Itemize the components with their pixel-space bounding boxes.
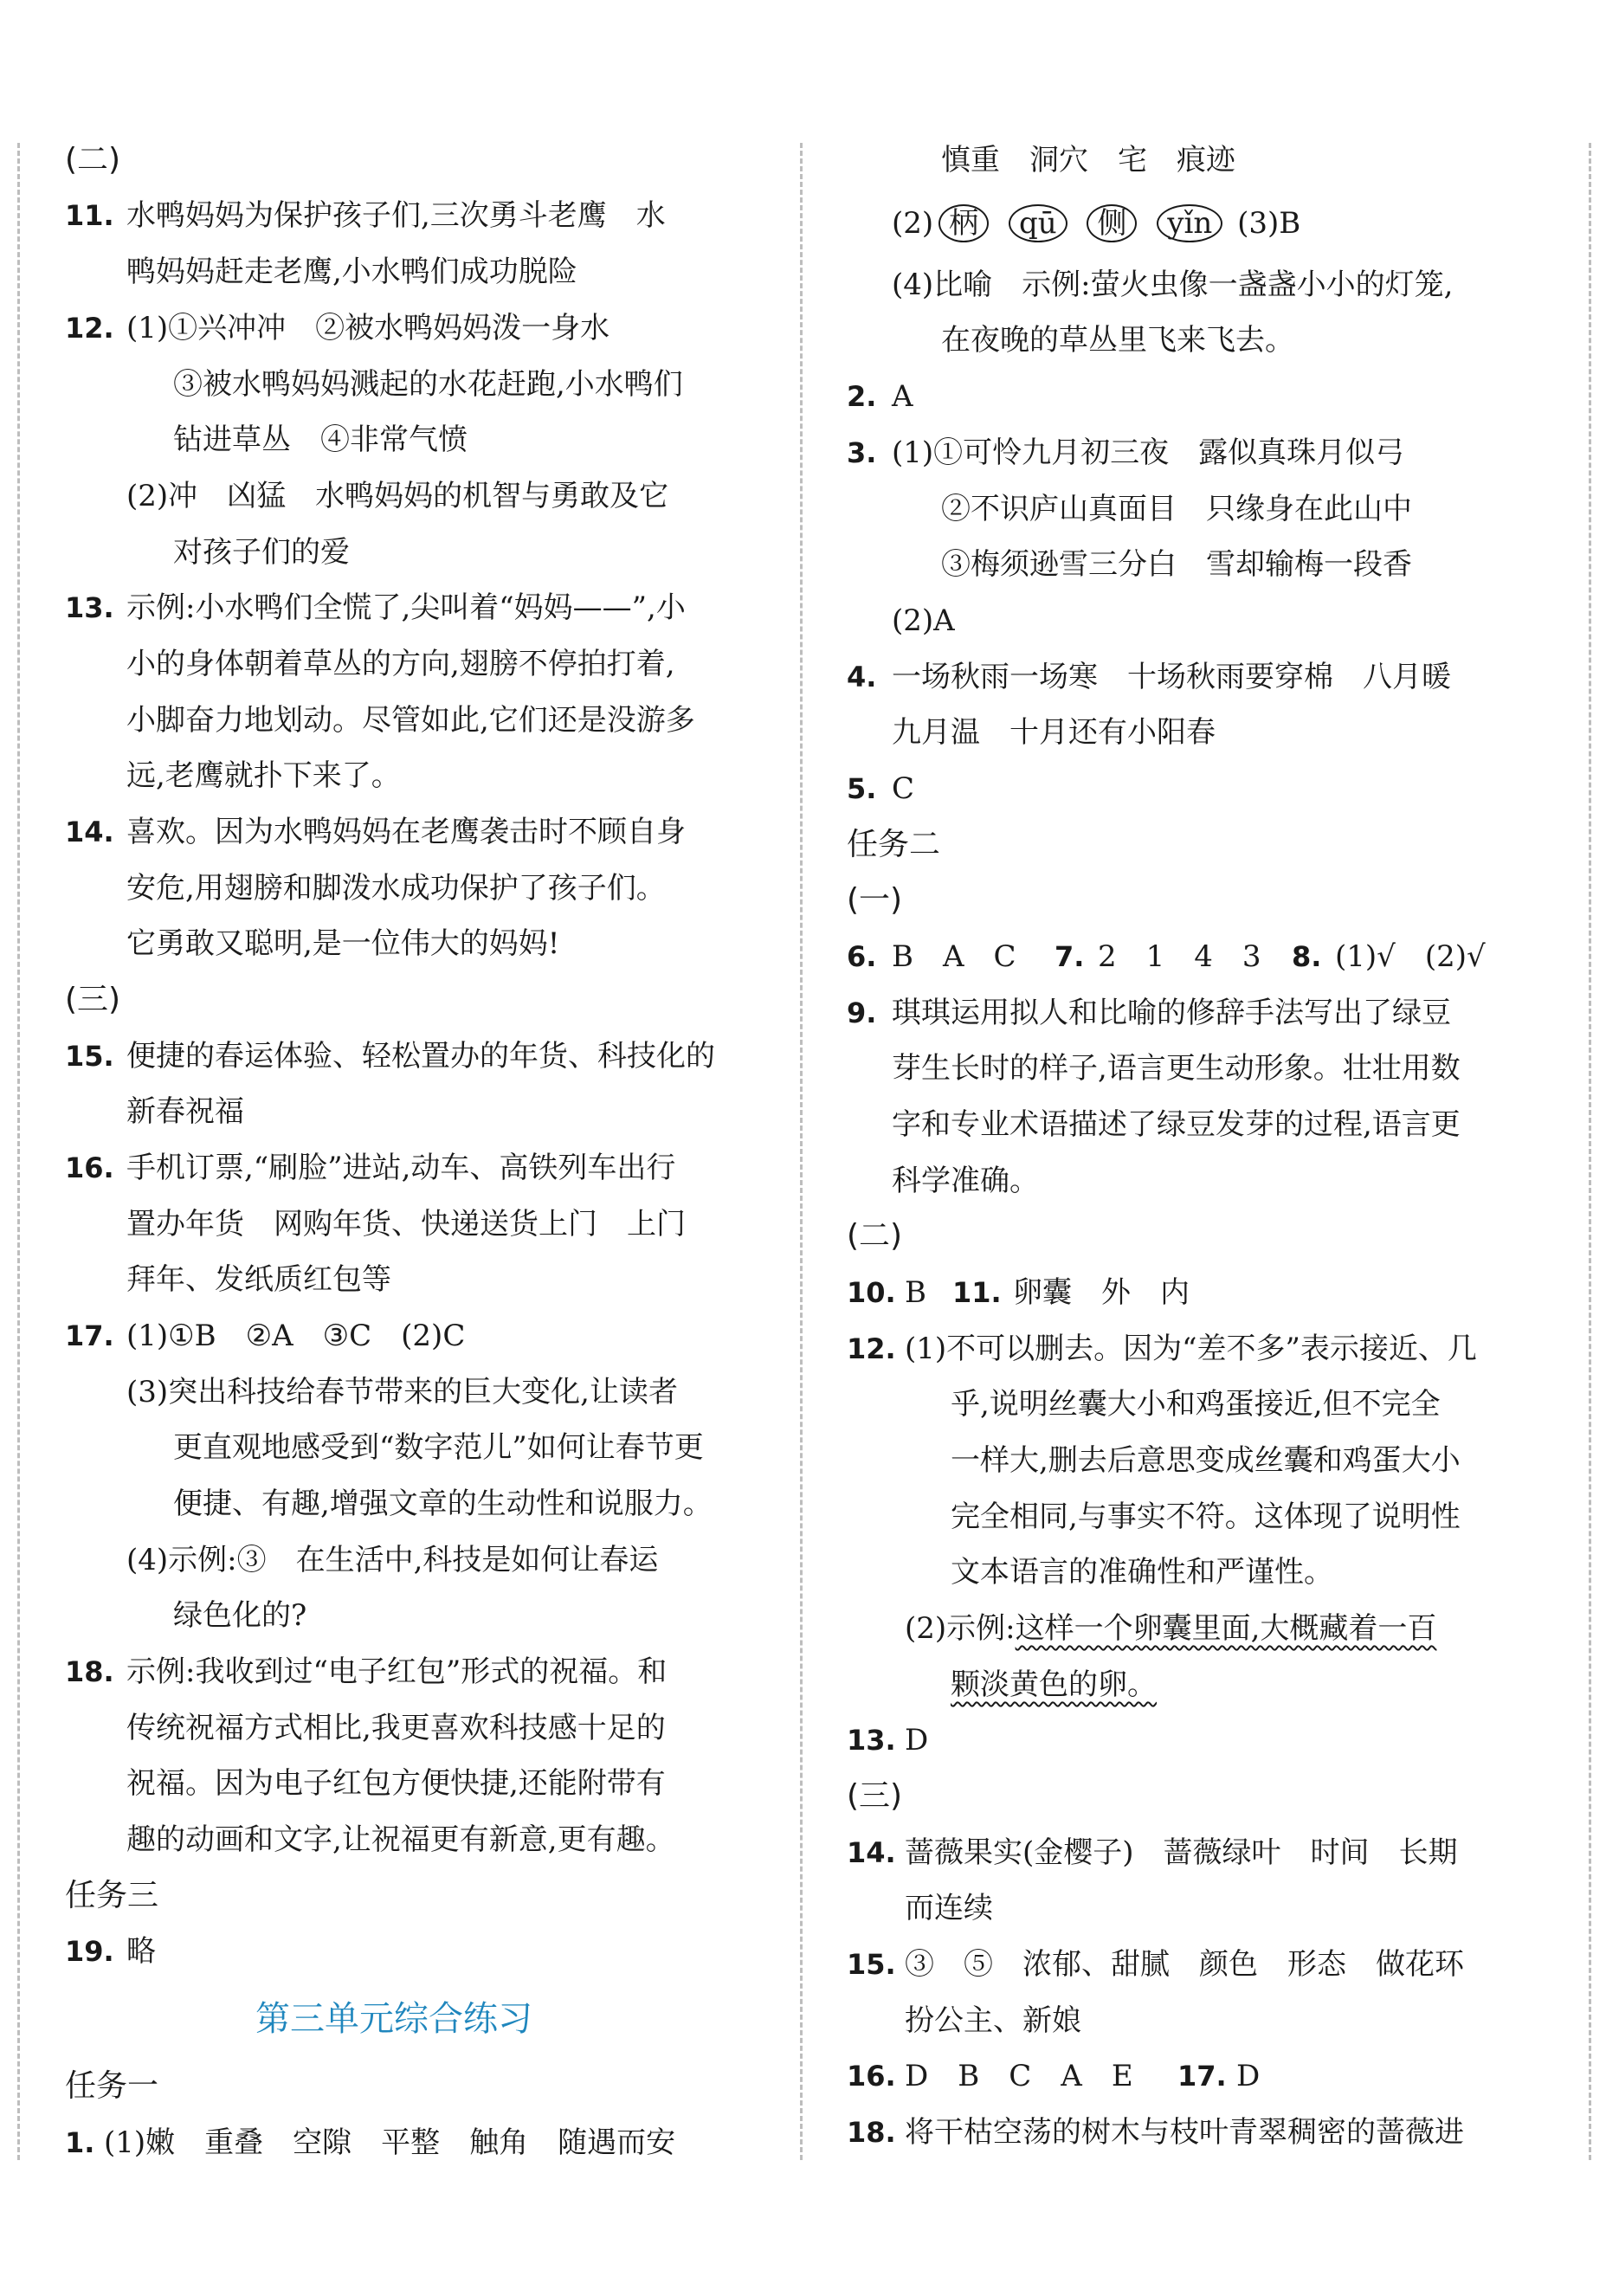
answer-line: (2)A bbox=[892, 603, 955, 638]
answer-line: 置办年货 网购年货、快递送货上门 上门 bbox=[126, 1207, 686, 1242]
answer-line: 传统祝福方式相比,我更喜欢科技感十足的 bbox=[126, 1711, 666, 1745]
question-number: 16. bbox=[65, 1151, 114, 1184]
unit-title: 第三单元综合练习 bbox=[255, 1999, 532, 2039]
item-suffix: (3)B bbox=[1237, 206, 1301, 241]
question-number: 1. bbox=[65, 2126, 95, 2159]
answer-line: 趣的动画和文字,让祝福更有新意,更有趣。 bbox=[126, 1822, 675, 1857]
answer-line: 完全相同,与事实不符。这体现了说明性 bbox=[951, 1499, 1461, 1534]
answer-line: (1)嫩 重叠 空隙 平整 触角 随遇而安 bbox=[104, 2125, 676, 2160]
answer-line: 手机订票,“刷脸”进站,动车、高铁列车出行 bbox=[126, 1151, 676, 1185]
wavy-underlined-text: 这样一个卵囊里面,大概藏着一百 bbox=[1015, 1611, 1437, 1646]
answer-line: B bbox=[905, 1275, 926, 1310]
answer-line: 便捷的春运体验、轻松置办的年货、科技化的 bbox=[126, 1039, 715, 1074]
answer-line: 它勇敢又聪明,是一位伟大的妈妈! bbox=[126, 926, 560, 961]
wavy-underlined-text: 颗淡黄色的卵。 bbox=[951, 1667, 1157, 1702]
answer-line: 而连续 bbox=[905, 1891, 993, 1925]
question-number: 4. bbox=[847, 661, 877, 693]
answer-line: 远,老鹰就扑下来了。 bbox=[126, 758, 401, 793]
task-heading: 任务三 bbox=[65, 1878, 159, 1913]
answer-line: 鸭妈妈赶走老鹰,小水鸭们成功脱险 bbox=[126, 255, 577, 289]
question-number: 13. bbox=[65, 591, 114, 624]
question-number: 8. bbox=[1292, 940, 1322, 973]
answer-line: 2 1 4 3 bbox=[1098, 939, 1261, 974]
answer-line: 安危,用翅膀和脚泼水成功保护了孩子们。 bbox=[126, 871, 666, 906]
task-heading: 任务一 bbox=[65, 2068, 159, 2104]
answer-line: (1)不可以删去。因为“差不多”表示接近、几 bbox=[905, 1332, 1477, 1366]
question-number: 9. bbox=[847, 996, 877, 1029]
answer-line: 一样大,删去后意思变成丝囊和鸡蛋大小 bbox=[951, 1443, 1461, 1478]
answer-line: 乎,说明丝囊大小和鸡蛋接近,但不完全 bbox=[951, 1387, 1441, 1422]
answer-line: 字和专业术语描述了绿豆发芽的过程,语言更 bbox=[892, 1107, 1461, 1142]
answer-line: 科学准确。 bbox=[892, 1164, 1039, 1198]
circled-answer: 侧 bbox=[1087, 204, 1137, 242]
circled-answer: yǐn bbox=[1157, 204, 1222, 242]
answer-line: 小脚奋力地划动。尽管如此,它们还是没游多 bbox=[126, 703, 695, 738]
section-heading: (三) bbox=[847, 1778, 903, 1814]
section-heading: (三) bbox=[65, 982, 121, 1017]
left-column bbox=[0, 0, 779, 2296]
answer-line: 文本语言的准确性和严谨性。 bbox=[951, 1555, 1333, 1590]
answer-line: 喜欢。因为水鸭妈妈在老鹰袭击时不顾自身 bbox=[126, 815, 686, 849]
question-number: 10. bbox=[847, 1276, 896, 1309]
answer-line: ③ ⑤ 浓郁、甜腻 颜色 形态 做花环 bbox=[905, 1947, 1464, 1982]
question-number: 14. bbox=[65, 816, 114, 848]
question-number: 14. bbox=[847, 1836, 896, 1869]
answer-line: (1)①可怜九月初三夜 露似真珠月似弓 bbox=[892, 435, 1405, 470]
answer-line bbox=[951, 1666, 1157, 1704]
answer-line: 祝福。因为电子红包方便快捷,还能附带有 bbox=[126, 1766, 666, 1801]
answer-line: (2)冲 凶猛 水鸭妈妈的机智与勇敢及它 bbox=[126, 479, 669, 513]
answer-line: 在夜晚的草丛里飞来飞去。 bbox=[941, 323, 1294, 358]
answer-line: 便捷、有趣,增强文章的生动性和说服力。 bbox=[173, 1487, 713, 1521]
answer-line: ②不识庐山真面目 只缘身在此山中 bbox=[941, 492, 1412, 526]
question-number: 17. bbox=[65, 1319, 114, 1352]
task-heading: 任务二 bbox=[847, 827, 941, 862]
question-number: 18. bbox=[65, 1655, 114, 1688]
answer-line: ③被水鸭妈妈溅起的水花赶跑,小水鸭们 bbox=[173, 367, 683, 402]
answer-line: (1)①兴冲冲 ②被水鸭妈妈泼一身水 bbox=[126, 311, 610, 345]
question-number: 18. bbox=[847, 2116, 896, 2149]
answer-line: 绿色化的? bbox=[173, 1598, 307, 1633]
answer-line: 略 bbox=[126, 1934, 156, 1969]
question-number: 13. bbox=[847, 1724, 896, 1757]
answer-line: 示例:小水鸭们全慌了,尖叫着“妈妈——”,小 bbox=[126, 590, 686, 625]
answer-line: 芽生长时的样子,语言更生动形象。壮壮用数 bbox=[892, 1051, 1461, 1086]
answer-line: (3)突出科技给春节带来的巨大变化,让读者 bbox=[126, 1375, 678, 1409]
question-number: 5. bbox=[847, 772, 877, 805]
answer-line: ③梅须逊雪三分白 雪却输梅一段香 bbox=[941, 547, 1412, 582]
answer-line: D bbox=[1236, 2059, 1261, 2093]
circled-answer: 柄 bbox=[938, 204, 989, 242]
answer-line: D bbox=[905, 1723, 929, 1757]
question-number: 7. bbox=[1055, 940, 1085, 973]
answer-line: 示例:我收到过“电子红包”形式的祝福。和 bbox=[126, 1654, 668, 1689]
section-heading: (一) bbox=[847, 882, 903, 918]
answer-line: (1)√ (2)√ bbox=[1335, 939, 1486, 974]
answer-line: D B C A E bbox=[905, 2059, 1133, 2093]
item-prefix: (2)示例: bbox=[905, 1611, 1016, 1646]
answer-line: 九月温 十月还有小阳春 bbox=[892, 715, 1216, 750]
answer-line: 新春祝福 bbox=[126, 1094, 244, 1129]
question-number: 2. bbox=[847, 380, 877, 413]
answer-line: 对孩子们的爱 bbox=[173, 535, 350, 570]
column-rule-middle bbox=[800, 143, 803, 2160]
answer-line: (4)示例:③ 在生活中,科技是如何让春运 bbox=[126, 1543, 659, 1577]
answer-line: 慎重 洞穴 宅 痕迹 bbox=[941, 143, 1235, 177]
answer-line: 卵囊 外 内 bbox=[1013, 1275, 1190, 1310]
answer-line: C bbox=[892, 771, 915, 806]
right-column bbox=[822, 0, 1606, 2296]
question-number: 12. bbox=[65, 312, 114, 345]
section-heading: (二) bbox=[65, 142, 121, 177]
question-number: 15. bbox=[65, 1040, 114, 1073]
answer-line: 小的身体朝着草丛的方向,翅膀不停拍打着, bbox=[126, 647, 675, 681]
answer-line: 琪琪运用拟人和比喻的修辞手法写出了绿豆 bbox=[892, 996, 1451, 1030]
answer-line: 将干枯空荡的树木与枝叶青翠稠密的蔷薇进 bbox=[905, 2115, 1464, 2150]
answer-line: 更直观地感受到“数字范儿”如何让春节更 bbox=[173, 1430, 704, 1465]
answer-line: B A C bbox=[892, 939, 1016, 974]
circled-answer: qū bbox=[1009, 204, 1067, 242]
answer-line: 扮公主、新娘 bbox=[905, 2003, 1081, 2038]
answer-line: 蔷薇果实(金樱子) 蔷薇绿叶 时间 长期 bbox=[905, 1835, 1458, 1870]
answer-line: A bbox=[892, 379, 913, 414]
question-number: 3. bbox=[847, 436, 877, 469]
question-number: 6. bbox=[847, 940, 877, 973]
question-number: 12. bbox=[847, 1332, 896, 1365]
answer-line: 水鸭妈妈为保护孩子们,三次勇斗老鹰 水 bbox=[126, 198, 666, 233]
answer-line: (1)①B ②A ③C (2)C bbox=[126, 1319, 466, 1353]
question-number: 15. bbox=[847, 1948, 896, 1981]
answer-line: 拜年、发纸质红包等 bbox=[126, 1262, 391, 1297]
answer-line bbox=[905, 1609, 1436, 1648]
item-prefix: (2) bbox=[892, 206, 934, 241]
question-number: 11. bbox=[952, 1276, 1002, 1309]
answer-line: (4)比喻 示例:萤火虫像一盏盏小小的灯笼, bbox=[892, 268, 1454, 302]
answer-line: 钻进草丛 ④非常气愤 bbox=[173, 422, 468, 457]
question-number: 16. bbox=[847, 2060, 896, 2093]
question-number: 11. bbox=[65, 199, 114, 232]
section-heading: (二) bbox=[847, 1218, 903, 1254]
question-number: 19. bbox=[65, 1935, 114, 1968]
question-number: 17. bbox=[1177, 2060, 1227, 2093]
answer-line: 一场秋雨一场寒 十场秋雨要穿棉 八月暖 bbox=[892, 660, 1451, 694]
answer-line-pinyin bbox=[892, 204, 1300, 242]
